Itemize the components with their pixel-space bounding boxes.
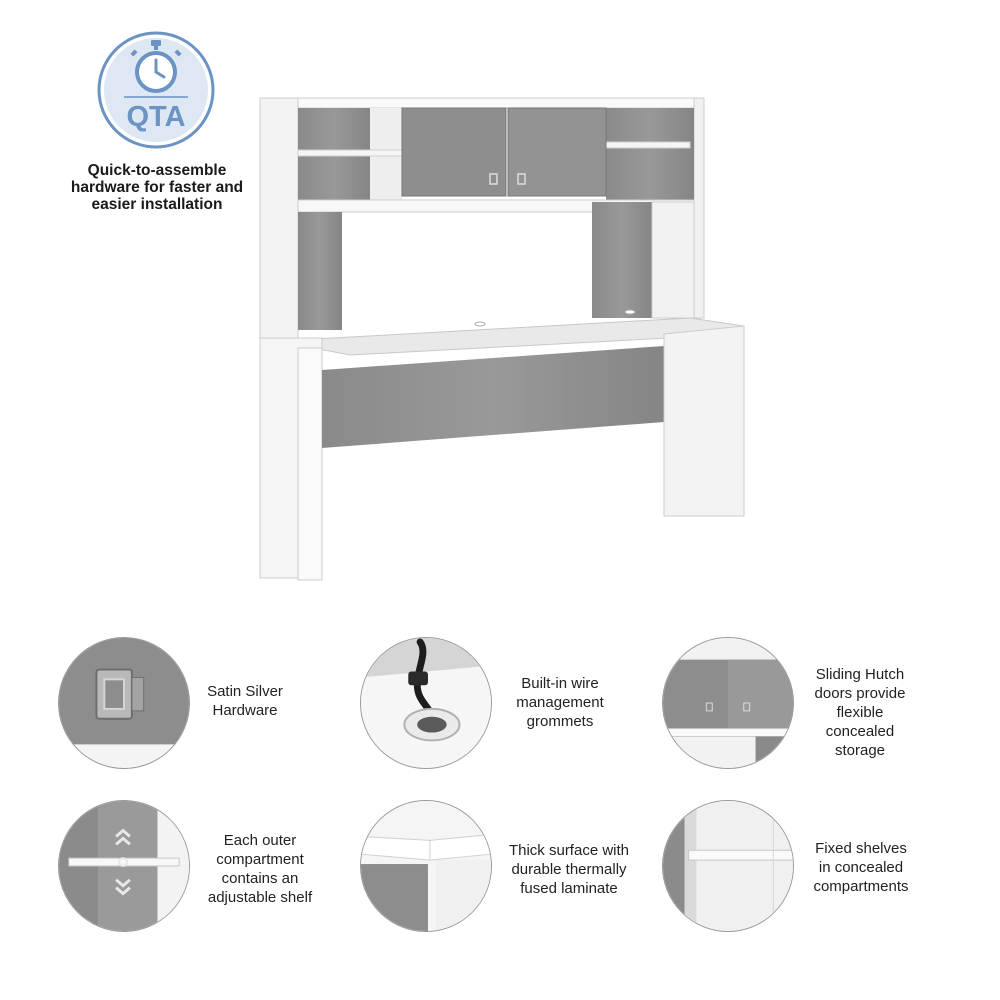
fixed-shelf-icon xyxy=(663,801,793,931)
sliding-doors-icon xyxy=(663,638,793,768)
feature-label-hardware: Satin Silver Hardware xyxy=(207,683,283,719)
feature-circle-fixed-shelf xyxy=(662,800,794,932)
feature-label-sliding-doors: Sliding Hutch doors provide flexible concealed storage xyxy=(814,666,906,759)
qta-caption: Quick-to-assemble hardware for faster and easier installation xyxy=(70,162,244,213)
feature-circle-thick-surface xyxy=(360,800,492,932)
feature-label-adjustable-shelf: Each outer compartment contains an adjustable shelf xyxy=(207,832,313,906)
desktop-edge-icon xyxy=(361,801,491,931)
feature-circle-grommets xyxy=(360,637,492,769)
qta-text: QTA xyxy=(126,101,186,133)
adjustable-shelf-icon xyxy=(59,801,189,931)
feature-circle-sliding-doors xyxy=(662,637,794,769)
satin-silver-handle-icon xyxy=(59,638,189,768)
desk-with-hutch-illustration xyxy=(250,90,750,590)
wire-grommet-icon xyxy=(361,638,491,768)
feature-label-thick-surface: Thick surface with durable thermally fused laminate xyxy=(508,842,630,897)
feature-circle-adjustable-shelf xyxy=(58,800,190,932)
feature-label-grommets: Built-in wire management grommets xyxy=(516,675,604,730)
feature-label-fixed-shelf: Fixed shelves in concealed compartments xyxy=(813,840,909,895)
qta-badge xyxy=(96,30,216,150)
feature-circle-hardware xyxy=(58,637,190,769)
